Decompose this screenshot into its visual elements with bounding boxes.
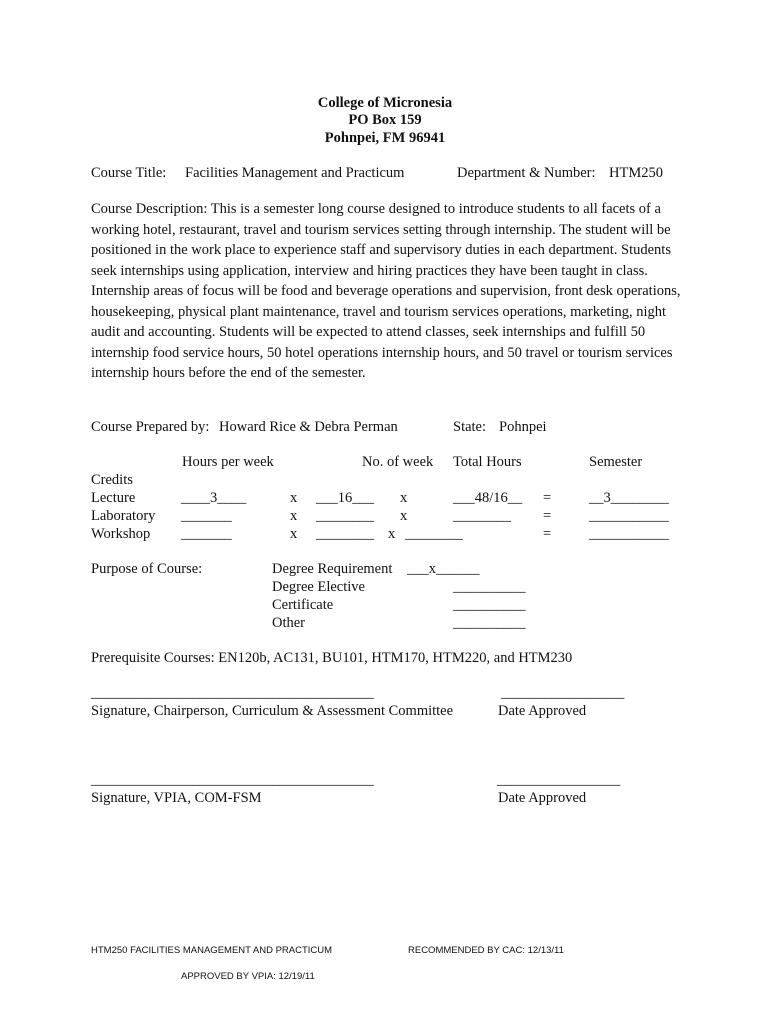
row-label: Laboratory (91, 508, 156, 524)
college-name: College of Micronesia (317, 95, 453, 111)
semester-value: ___________ (589, 508, 669, 524)
weeks-value: ________ (316, 526, 374, 542)
date-line: _________________ (501, 685, 625, 701)
header-semester: Semester (589, 454, 643, 470)
footer-course: HTM250 FACILITIES MANAGEMENT AND PRACTICUM (91, 945, 333, 956)
course-title-label: Course Title: (91, 165, 167, 181)
signature-line: _______________________________________ (91, 772, 374, 788)
prepared-by-label: Course Prepared by: (91, 419, 210, 435)
multiply-sign: x (290, 508, 298, 524)
hours-per-week-value: ____3____ (181, 490, 247, 506)
header-no-of-week: No. of week (362, 454, 434, 470)
hours-per-week-value: _______ (181, 526, 232, 542)
purpose-option-value: __________ (453, 579, 526, 595)
multiply-sign: x (290, 526, 298, 542)
purpose-option-value: __________ (453, 597, 526, 613)
purpose-option-value: __________ (453, 615, 526, 631)
course-description: Course Description: This is a semester long course designed to introduce students to all facets of a working hotel, restaurant, travel and tourism services setting through internship. The student will be positioned in the work place to experience staff and supervisory duties in each department. Students seek internships using application, interview and hiring practices they have been taught in class. Internship areas of focus will be food and beverage operations and supervision, front desk operations, housekeeping, physical plant maintenance, travel and tourism services operations, marketing, night audit and accounting. Students will be expected to attend classes, seek internships and fulfill 50 internship food service hours, 50 hotel operations internship hours, and 50 travel or tourism services internship hours before the end of the semester. (91, 201, 681, 381)
course-title-value: Facilities Management and Practicum (185, 165, 405, 181)
header-total-hours: Total Hours (453, 454, 522, 470)
equals-sign: = (543, 508, 552, 524)
date-approved-label: Date Approved (498, 790, 587, 806)
semester-value: ___________ (589, 526, 669, 542)
state-value: Pohnpei (499, 419, 547, 435)
header-hours-per-week: Hours per week (182, 454, 274, 470)
signature-label: Signature, Chairperson, Curriculum & Assessment Committee (91, 703, 454, 719)
semester-value: __3________ (589, 490, 669, 506)
multiply-sign: x (400, 508, 408, 524)
address: Pohnpei, FM 96941 (324, 130, 446, 146)
purpose-option-label: Degree Requirement (272, 561, 393, 577)
multiply-sign: x (388, 526, 396, 542)
multiply-sign: x (400, 490, 408, 506)
equals-sign: = (543, 526, 552, 542)
prerequisites: Prerequisite Courses: EN120b, AC131, BU101, HTM170, HTM220, and HTM230 (91, 650, 573, 666)
purpose-label: Purpose of Course: (91, 561, 203, 577)
purpose-option-label: Degree Elective (272, 579, 365, 595)
row-label: Workshop (91, 526, 151, 542)
multiply-sign: x (290, 490, 298, 506)
footer-approved: APPROVED BY VPIA: 12/19/11 (181, 971, 315, 982)
date-line: _________________ (497, 772, 621, 788)
hours-per-week-value: _______ (181, 508, 232, 524)
date-approved-label: Date Approved (498, 703, 587, 719)
purpose-option-value: ___x______ (407, 561, 480, 577)
signature-label: Signature, VPIA, COM-FSM (91, 790, 262, 806)
dept-value: HTM250 (609, 165, 663, 181)
equals-sign: = (543, 490, 552, 506)
purpose-option-label: Certificate (272, 597, 334, 613)
state-label: State: (453, 419, 487, 435)
credits-label: Credits (91, 472, 133, 488)
po-box: PO Box 159 (348, 112, 422, 128)
purpose-option-label: Other (272, 615, 306, 631)
row-label: Lecture (91, 490, 136, 506)
prepared-by-value: Howard Rice & Debra Perman (219, 419, 398, 435)
total-hours-value: ___48/16__ (453, 490, 523, 506)
signature-line: _______________________________________ (91, 685, 374, 701)
weeks-value: ___16___ (316, 490, 374, 506)
total-hours-value: ________ (453, 508, 511, 524)
total-hours-value: ________ (405, 526, 463, 542)
dept-label: Department & Number: (457, 165, 596, 181)
weeks-value: ________ (316, 508, 374, 524)
footer-recommended: RECOMMENDED BY CAC: 12/13/11 (408, 945, 564, 956)
